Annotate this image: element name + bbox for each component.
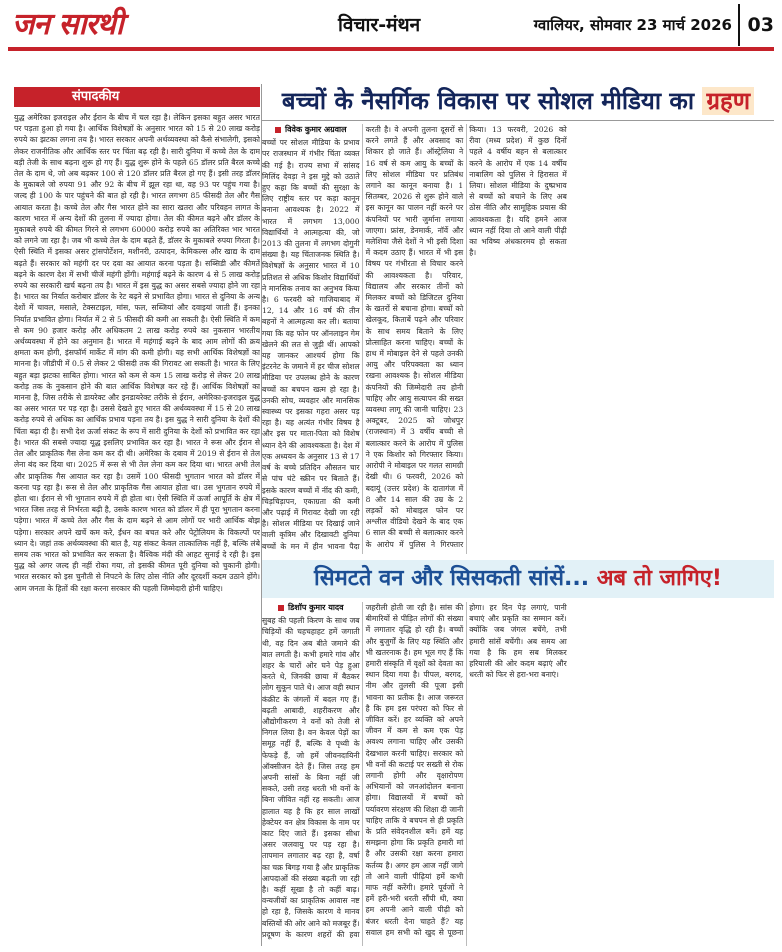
article2-headline-accent: अब तो जागिए! xyxy=(596,566,722,591)
dateline: ग्वालियर, सोमवार 23 मार्च 2026 xyxy=(533,16,732,34)
newspaper-logo: जन सारथी xyxy=(12,7,123,42)
article2-body xyxy=(262,602,774,946)
editorial-body xyxy=(14,112,260,944)
article1-byline-text: विवेक कुमार अग्रवाल xyxy=(285,125,347,134)
article1-headline-accent: ग्रहण xyxy=(702,87,754,115)
editorial-text: युद्ध अमेरिका इजराइल और ईरान के बीच में चल रहा है। लेकिन इसका बहुत असर भारत पर पड़ता हुआ हो गया है। आर्थिक विशेषज्ञों के अनुसार भारत को 15 से 20 लाख करोड़ रुपये का झटका लगना तय है। भारत सरकार अपनी अर्थव्यवस्था को कैसे संभालेगी, इसको लेकर राजनीतिक और आर्थिक स्तर पर चिंता बढ़ रही है। सारी दुनिया में कच्चे तेल के दाम बड़ी तेजी के साथ बढ़ना शुरू हो गए हैं। युद्ध शुरू होने के पहले 65 डॉलर प्रति बैरल कच्चे तेल के दाम थे, जो अब बढ़कर 100 से 120 डॉलर प्रति बैरल हो गए हैं। इसी तरह डॉलर के मुकाबले जो रुपया 91 और 92 के बीच में झूल रहा था, वह 93 पर पहुंच गया है। जल्द ही 100 के पार पहुंचने की बात हो रही है। भारत लगभग 85 फीसदी तेल और गैस आयात करता है। कच्चे तेल और गैस भारत होने का सारा खतरा और परिवहन लागत के कारण भारत में अन्य देशों की तुलना में ज्यादा होगा। तेल की कीमत बढ़ने और डॉलर के मुकाबले रुपये की कीमत गिरने से लगभग 60000 करोड़ रुपये का अतिरिक्त भार भारत को लगने जा रहा है। जब भी कच्चे तेल के दाम बढ़ते हैं, डॉलर के मुकाबले रुपया गिरता है। ऐसी स्थिति में इसका असर ट्रांसपोर्टेशन, मशीनरी, उत्पादन, केमिकल्स और खाद्य के दाम बढ़ते हैं। सरकार को महंगी दर पर दवा का आयात करना पड़ता है। सब्सिडी और कीमतें बढ़ने के कारण देश में सभी चीजें महंगी होंगी। महंगाई बढ़ने के कारण 4 से 5 लाख करोड़ रुपये का सरकारी खर्च बढ़ना तय है। भारत में इस युद्ध का असर सबसे ज्यादा होने जा रहा है। भारत का निर्यात करोबार डॉलर के रेट बढ़ने से प्रभावित होगा। भारत से दुनिया के अन्य देशों में चावल, मसाले, टेक्सटाइल, मांस, फल, सब्जियां और दवाइयां जाती हैं। इनका निर्यात प्रभावित होगा। निर्यात में 2 से 5 फीसदी की कमी आ सकती है। ऐसी स्थिति में कम से कम 90 हजार करोड़ और अधिकतम 2 लाख करोड़ रुपये का नुकसान भारतीय अर्थव्यवस्था में होने का अनुमान है। भारत में महंगाई बढ़ने के बाद आम लोगों की क्रय क्षमता कम होगी, इंसफॉर्म मार्केट में मांग की कमी होगी। यह सभी आर्थिक विशेषज्ञों का मानना है। जीडीपी में 0.5 से लेकर 2 फीसदी तक की गिरावट आ सकती है। भारत के लिए बहुत बड़ा झटका साबित होगा। भारत को कम से कम 15 लाख करोड़ से लेकर 20 लाख करोड़ तक के नुकसान होने की बात आर्थिक विशेषज्ञ कर रहे हैं। आर्थिक विशेषज्ञों का मानना है, जिस तरीके से डायरेक्ट और इनडायरेक्ट तरीके से ईरान, अमेरिका-इजराइल युद्ध का असर भारत पर पड़ रहा है। उससे देखते हुए भारत की अर्थव्यवस्था में 15 से 20 लाख करोड़ रुपये से अधिक का आर्थिक प्रभाव पड़ना तय है। इस युद्ध ने सारी दुनिया के देशों की चिंता बढ़ा दी है। सभी देश ऊर्जा संकट के रूप में सारी दुनिया के देशों को प्रभावित कर रहा है। भारत की सबसे ज्यादा यूद्ध इसलिए प्रभावित कर रहा है। भारत ने रूस और ईरान से तेल और प्राकृतिक गैस लेना कम कर दी थी। अमेरिका के दबाव में 2019 से ईरान से तेल लेना बंद कर दिया था। 2025 में रूस से भी तेल लेना कम कर दिया था। भारत अभी तेल और प्राकृतिक गैस आयात कर रहा है। उसमें 100 फीसदी भुगतान भारत को डॉलर में करना पड़ रहा है। रूस से तेल और प्राकृतिक गैस आयात होता था। उस भुगतान रुपये में होता था। ईरान से भी भुगतान रुपये में ही होता था। ऐसी स्थिति में ऊर्जा आपूर्ति के क्षेत्र में भारत जिस तरह से निर्भरता बढ़ी है, उसके कारण भारत को डॉलर में ही पूरा भुगतान करना पड़ेगा। भारत में कच्चे तेल और गैस के दाम बढ़ने से आम लोगों पर भारी आर्थिक बोझ पड़ेगा। सरकार अपने खर्चे कम करे, ईंधन का बचत करे और पेट्रोलियम के विकल्पों पर ध्यान दे। जहां तक अर्थव्यवस्था की बात है, यह संकट केवल तात्कालिक नहीं है, बल्कि लंबे समय तक भारत को प्रभावित कर सकता है। वैश्विक मंदी की आहट सुनाई दे रही है। इस युद्ध को अगर जल्द ही नहीं रोका गया, तो इसकी कीमत पूरी दुनिया को चुकानी होगी। भारत सरकार को इस चुनौती से निपटने के लिए ठोस नीति और दूरदर्शी कदम उठाने होंगे। आम जनता के हितों की रक्षा करना सरकार की पहली जिम्मेदारी होनी चाहिए। xyxy=(14,113,260,593)
article2-text: सुबह की पहली किरण के साथ जब चिड़ियों की चहचहाहट हमें जगाती थी, वह दिन अब बीते जमाने की बात लगती है। कभी हमारे गांव और शहर के चारों ओर घने पेड़ हुआ करते थे, जिनकी छाया में बैठकर लोग सुकून पाते थे। आज वही स्थान कंक्रीट के जंगलों में बदल गए हैं। बढ़ती आबादी, शहरीकरण और औद्योगीकरण ने वनों को तेजी से निगल लिया है। वन केवल पेड़ों का समूह नहीं हैं, बल्कि वे पृथ्वी के फेफड़े हैं, जो हमें जीवनदायिनी ऑक्सीजन देते हैं। जिस तरह हम अपनी सांसों के बिना नहीं जी सकते, उसी तरह धरती भी वनों के बिना जीवित नहीं रह सकती। आज हालात यह है कि हर साल लाखों हेक्टेयर वन क्षेत्र विकास के नाम पर काट दिए जाते हैं। इसका सीधा असर जलवायु पर पड़ रहा है। तापमान लगातार बढ़ रहा है, वर्षा का चक्र बिगड़ गया है और प्राकृतिक आपदाओं की संख्या बढ़ती जा रही है। कहीं सूखा है तो कहीं बाढ़। वन्यजीवों का प्राकृतिक आवास नष्ट हो रहा है, जिसके कारण वे मानव बस्तियों की ओर आने को मजबूर हैं। प्रदूषण के कारण शहरों की हवा जहरीली होती जा रही है। सांस की बीमारियों से पीड़ित लोगों की संख्या में लगातार वृद्धि हो रही है। बच्चों और बुजुर्गों के लिए यह स्थिति और भी खतरनाक है। हम भूल गए हैं कि हमारी संस्कृति में वृक्षों को देवता का स्थान दिया गया है। पीपल, बरगद, नीम और तुलसी की पूजा इसी भावना का प्रतीक है। आज जरूरत है कि हम इस परंपरा को फिर से जीवित करें। हर व्यक्ति को अपने जीवन में कम से कम एक पेड़ अवश्य लगाना चाहिए और उसकी देखभाल करनी चाहिए। सरकार को भी वनों की कटाई पर सख्ती से रोक लगानी होगी और वृक्षारोपण अभियानों को जनआंदोलन बनाना होगा। विद्यालयों में बच्चों को पर्यावरण संरक्षण की शिक्षा दी जानी चाहिए ताकि वे बचपन से ही प्रकृति के प्रति संवेदनशील बनें। हमें यह समझना होगा कि प्रकृति हमारी मां है और उसकी रक्षा करना हमारा कर्तव्य है। अगर हम आज नहीं जागे तो आने वाली पीढ़ियां हमें कभी माफ नहीं करेंगी। हमारे पूर्वजों ने हमें हरी-भरी धरती सौंपी थी, क्या हम अपनी आने वाली पीढ़ी को बंजर धरती देना चाहते हैं? यह सवाल हम सभी को खुद से पूछना होगा। हर दिन पेड़ लगाएं, पानी बचाएं और प्रकृति का सम्मान करें। क्योंकि जब जंगल बचेंगे, तभी हमारी सांसें बचेंगी। अब समय आ गया है कि हम सब मिलकर हरियाली की ओर कदम बढ़ाएं और धरती को फिर से हरा-भरा बनाएं। xyxy=(262,603,567,939)
article2-headline-main: सिमटते वन और सिसकती सांसें... xyxy=(314,566,597,591)
article1-headline xyxy=(262,84,774,118)
masthead-bar xyxy=(8,4,774,46)
byline-marker-icon xyxy=(275,127,281,133)
article2-byline-text: डिशॉप कुमार यादव xyxy=(287,603,344,612)
article2-byline xyxy=(262,602,360,613)
section-title: विचार-मंथन xyxy=(338,14,421,36)
page-number: 03 xyxy=(738,4,774,46)
article1-body xyxy=(262,124,774,554)
article1-headline-main: बच्चों के नैसर्गिक विकास पर सोशल मीडिया का xyxy=(281,87,703,115)
article1-byline xyxy=(262,124,360,135)
headline-divider xyxy=(262,120,774,121)
editorial-label: संपादकीय xyxy=(14,87,260,107)
header-rule xyxy=(8,47,774,51)
article1-text: बच्चों पर सोशल मीडिया के प्रभाव पर राजस्थान में गंभीर चिंता व्यक्त की गई है। राज्य सभा में सांसद मिलिंद देवड़ा ने इस मुद्दे को उठाते हुए कहा कि बच्चों की सुरक्षा के लिए राष्ट्रीय स्तर पर कड़ा कानून बनाना आवश्यक है। 2022 में भारत में लगभग 13,000 विद्यार्थियों ने आत्महत्या की, जो 2013 की तुलना में लगभग दोगुनी संख्या है। यह चिंताजनक स्थिति है। विशेषज्ञों के अनुसार भारत में 10 प्रतिशत से अधिक किशोर विद्यार्थियों ने मानसिक तनाव का अनुभव किया है। 6 फरवरी को गाजियाबाद में 12, 14 और 16 वर्ष की तीन बहनों ने आत्महत्या कर ली। बताया गया कि वह फोन पर ऑनलाइन गेम खेलने की लत से जुड़ी थीं। आपको यह जानकर आश्चर्य होगा कि इंटरनेट के जमाने में हर चीज सोशल मीडिया पर उपलब्ध होने के कारण बच्चों का बचपन खत्म हो रहा है। उनकी सोच, व्यवहार और मानसिक स्वास्थ्य पर इसका गहरा असर पड़ रहा है। यह अत्यंत गंभीर विषय है और इस पर माता-पिता को विशेष ध्यान देने की आवश्यकता है। देश में एक अध्ययन के अनुसार 13 से 17 वर्ष के बच्चे प्रतिदिन औसतन चार से पांच घंटे स्क्रीन पर बिताते हैं। इसके कारण बच्चों में नींद की कमी, चिड़चिड़ापन, एकाग्रता की कमी और पढ़ाई में गिरावट देखी जा रही है। सोशल मीडिया पर दिखाई जाने वाली कृत्रिम और दिखावटी दुनिया बच्चों के मन में हीन भावना पैदा करती है। वे अपनी तुलना दूसरों से करने लगते हैं और अवसाद का शिकार हो जाते हैं। ऑस्ट्रेलिया ने 16 वर्ष से कम आयु के बच्चों के लिए सोशल मीडिया पर प्रतिबंध लगाने का कानून बनाया है। 1 सितम्बर, 2026 से शुरू होने वाले इस कानून का पालन नहीं करने पर कंपनियों पर भारी जुर्माना लगाया जाएगा। फ्रांस, डेनमार्क, नॉर्वे और मलेशिया जैसे देशों ने भी इसी दिशा में कदम उठाए हैं। भारत में भी इस विषय पर गंभीरता से विचार करने की आवश्यकता है। परिवार, विद्यालय और सरकार तीनों को मिलकर बच्चों को डिजिटल दुनिया के खतरों से बचाना होगा। बच्चों को खेलकूद, किताबें पढ़ने और परिवार के साथ समय बिताने के लिए प्रोत्साहित करना चाहिए। बच्चों के हाथ में मोबाइल देने से पहले उनकी आयु और परिपक्वता का ध्यान रखना आवश्यक है। सोशल मीडिया कंपनियों की जिम्मेदारी तय होनी चाहिए और आयु सत्यापन की सख्त व्यवस्था लागू की जानी चाहिए। 23 अक्टूबर, 2025 को जोधपुर (राजस्थान) में 3 वर्षीय बच्ची से बलात्कार करने के आरोप में पुलिस ने एक किशोर को गिरफ्तार किया। आरोपी ने मोबाइल पर गलत सामग्री देखी थी। 6 फरवरी, 2026 को बदायूं (उत्तर प्रदेश) के दातागंज में 8 और 14 साल की उम्र के 2 लड़कों को मोबाइल फोन पर अश्लील वीडियो देखने के बाद एक 6 साल की बच्ची से बलात्कार करने के आरोप में पुलिस ने गिरफ्तार किया। 13 फरवरी, 2026 को रीवा (मध्य प्रदेश) में कुछ दिनों पहले 4 वर्षीय बहन से बलात्कार करने के आरोप में एक 14 वर्षीय नाबालिग को पुलिस ने हिरासत में लिया। सोशल मीडिया के दुष्प्रभाव से बच्चों को बचाने के लिए अब ठोस नीति और सामूहिक प्रयास की आवश्यकता है। यदि हमने आज ध्यान नहीं दिया तो आने वाली पीढ़ी का भविष्य अंधकारमय हो सकता है। xyxy=(262,125,567,551)
article2-headline xyxy=(262,560,774,598)
masthead xyxy=(0,0,782,82)
byline-marker-icon xyxy=(278,605,284,611)
